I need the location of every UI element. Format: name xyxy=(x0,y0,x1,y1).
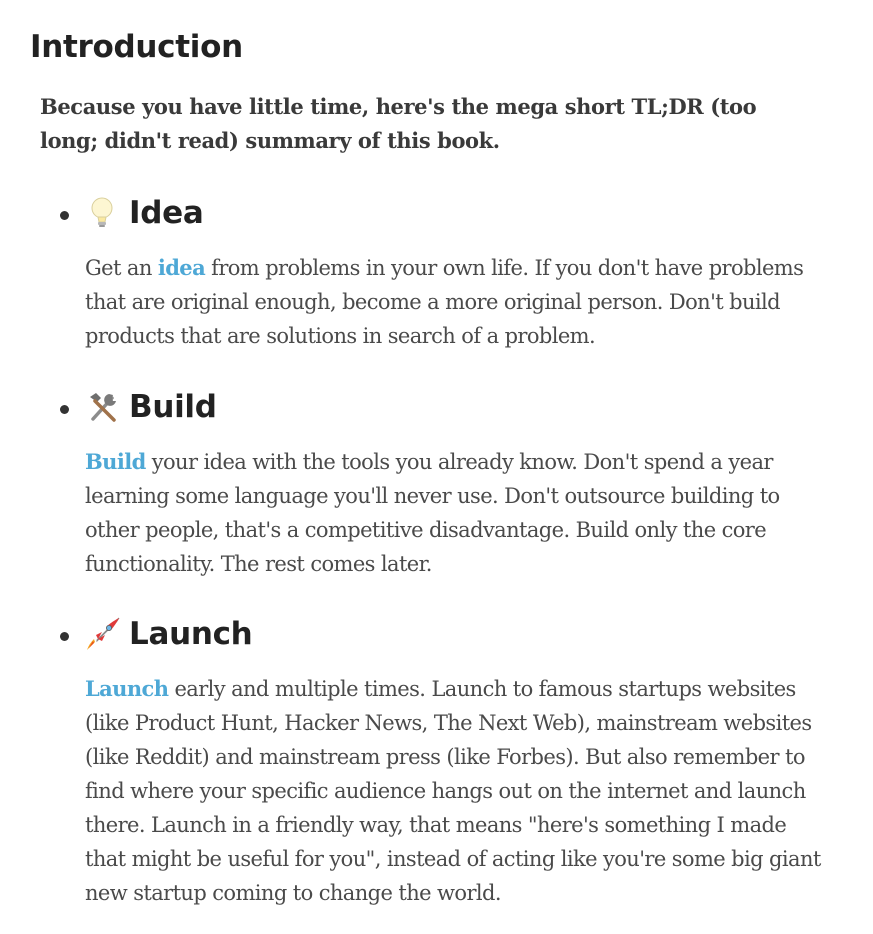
launch-link[interactable]: Launch xyxy=(85,676,169,701)
rocket-icon xyxy=(85,616,121,652)
section-body-launch: Launch early and multiple times. Launch to famous startups websites (like Product Hunt, Hacker News, The Next Web), mainstream websites (like Reddit) and mainstream press (like Forbes). But also remember to find where your specific audience hangs out on the internet and launch there. Launch in a friendly way, that means "here's something I made that might be useful for you", instead of acting like you're some big giant new startup coming to change the world. xyxy=(85,676,821,905)
section-heading-idea xyxy=(85,193,203,233)
idea-link[interactable]: idea xyxy=(157,255,206,280)
lightbulb-icon xyxy=(85,195,121,231)
list-bullet xyxy=(60,405,69,414)
lead-summary: Because you have little time, here's the mega short TL;DR (too long; didn't read) summary of this book. xyxy=(40,94,757,153)
section-heading-label: Launch xyxy=(129,616,253,652)
section-body-idea: Get an idea from problems in your own life. If you don't have problems that are original enough, become a more original person. Don't build products that are solutions in search of a problem. xyxy=(85,255,804,348)
section-heading-label: Build xyxy=(129,389,217,425)
section-heading-launch xyxy=(85,614,252,654)
list-bullet xyxy=(60,211,69,220)
hammer-wrench-icon xyxy=(85,389,121,425)
build-link[interactable]: Build xyxy=(85,449,146,474)
section-body-build: Build your idea with the tools you already know. Don't spend a year learning some language you'll never use. Don't outsource building to other people, that's a competitive disadvantage. Build only the core functionality. The rest comes later. xyxy=(85,449,780,576)
page-title: Introduction xyxy=(30,29,243,65)
list-bullet xyxy=(60,632,69,641)
section-heading-label: Idea xyxy=(129,195,204,231)
section-heading-build xyxy=(85,387,217,427)
